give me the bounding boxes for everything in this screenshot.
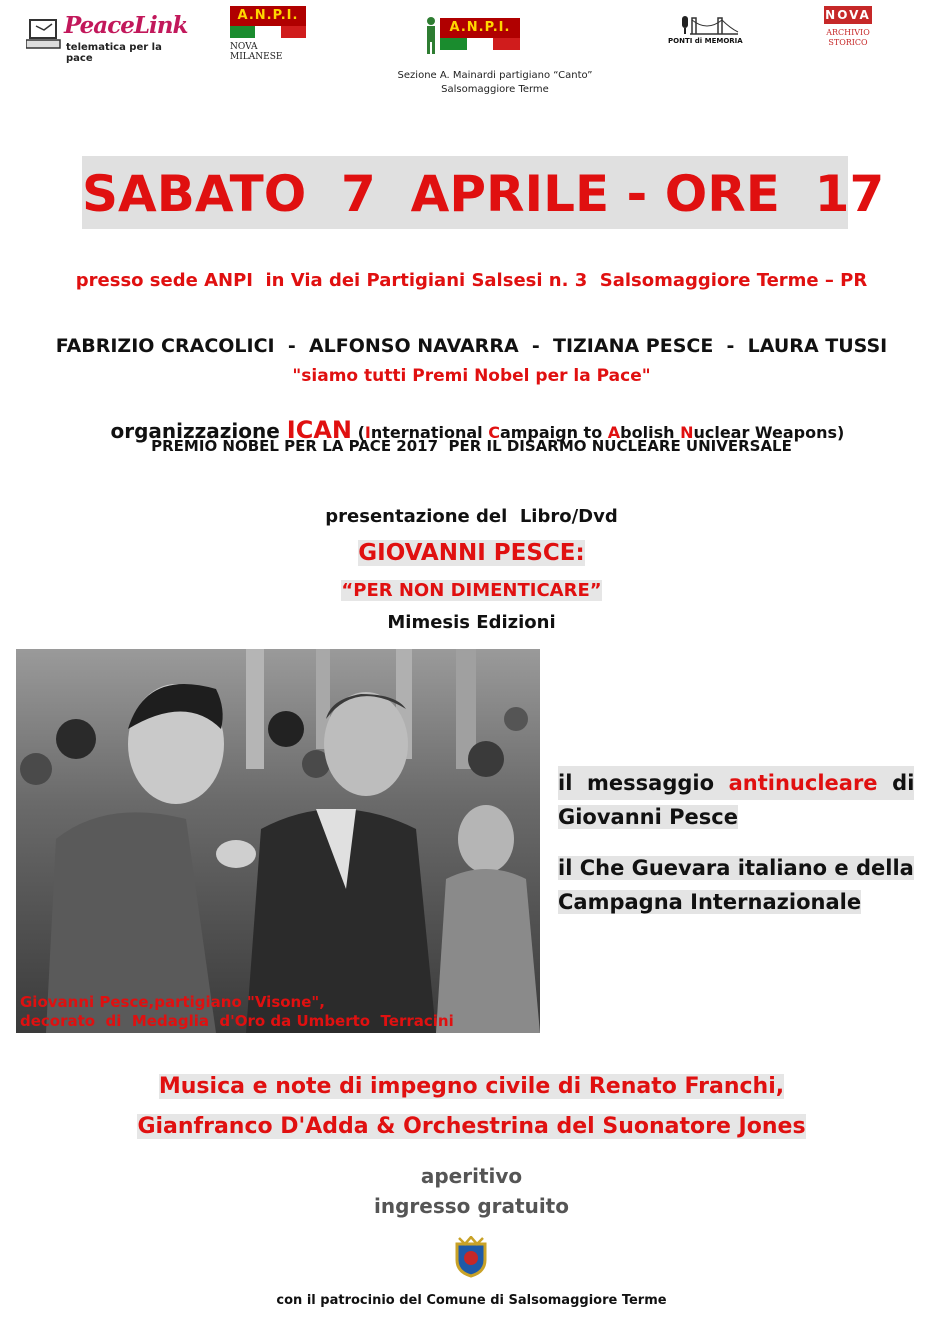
book-subtitle [0,580,943,601]
org-letter-a: A [607,423,621,442]
anpi-nova-milanese-logo [230,6,310,62]
aperitivo: aperitivo [420,1164,523,1188]
org-word-1: nternational [370,423,489,442]
music-line-2-text: Gianfranco D'Adda & Orchestrina del Suonatore Jones [137,1114,806,1139]
side-p1-c: di [877,771,915,795]
photo-caption-line-2: decorato di Medaglia d'Oro da Umberto Terracini [20,1012,454,1030]
speakers-quote: "siamo tutti Premi Nobel per la Pace" [292,366,651,386]
org-paren: ( [352,423,365,442]
anpi-left-subtitle: NOVA MILANESE [230,42,283,62]
anpi-center-subtitle-1: Sezione A. Mainardi partigiano “Canto” [397,70,593,81]
photo-illustration [16,649,540,1033]
anpi-salso-logo [424,16,524,56]
event-date-time: SABATO 7 APRILE - ORE 17 [82,165,885,223]
book-subtitle-text: “PER NON DIMENTICARE” [341,580,602,601]
nobel-line: PREMIO NOBEL PER LA PACE 2017 PER IL DISARMO NUCLEARE UNIVERSALE [151,437,792,455]
peacelink-name: PeaceLink [64,12,188,39]
anpi-left-name: A.N.P.I. [230,6,306,26]
nova-name: NOVA [825,8,871,22]
nova-sub-2: STORICO [828,38,868,47]
side-che-guevara [558,851,918,919]
ponti-name: PONTI di MEMORIA [668,37,743,45]
book-title [0,540,943,566]
photo-caption [20,993,454,1031]
side-p2-line2: Campagna Internazionale [558,890,862,914]
side-message [558,766,918,834]
side-p1-a: il messaggio [558,771,729,795]
org-letter-c: C [488,423,500,442]
music-line-2 [0,1114,943,1139]
patronage: con il patrocinio del Comune di Salsomaggiore Terme [276,1293,667,1308]
historic-photo [16,649,540,1033]
org-word-3: bolish [620,423,681,442]
speakers-names: FABRIZIO CRACOLICI - ALFONSO NAVARRA - TIZIANA PESCE - LAURA TUSSI [55,335,888,357]
coat-of-arms-icon [453,1236,489,1278]
nova-sub-1: ARCHIVIO [826,28,870,37]
side-p2-line1: il Che Guevara italiano e della [558,856,914,880]
anpi-center-subtitle-2: Salsomaggiore Terme [441,84,549,95]
partisan-figure-icon [424,16,438,54]
peacelink-subtitle: telematica per la pace [66,42,162,64]
peacelink-logo [26,12,188,64]
music-line-1-text: Musica e note di impegno civile di Renato Franchi, [158,1074,785,1099]
anpi-center-name: A.N.P.I. [440,18,520,38]
ponti-di-memoria-logo [668,14,748,48]
org-prefix: organizzazione [110,419,287,443]
org-word-2: ampaign to [499,423,608,442]
nova-archivio-logo [822,6,874,52]
music-line-1 [0,1074,943,1099]
ican-name: ICAN [286,416,352,444]
bridge-microphone-icon [678,14,740,36]
book-title-text: GIOVANNI PESCE: [358,540,585,566]
photo-caption-line-1: Giovanni Pesce,partigiano "Visone", [20,993,325,1011]
computer-dove-icon [26,18,62,52]
ingresso-gratuito: ingresso gratuito [374,1194,569,1218]
event-venue: presso sede ANPI in Via dei Partigiani Salsesi n. 3 Salsomaggiore Terme – PR [75,270,868,291]
book-intro: presentazione del Libro/Dvd [325,506,618,527]
side-antinucleare: antinucleare [728,771,878,795]
org-letter-n: N [680,423,694,442]
org-word-4: uclear Weapons) [693,423,845,442]
side-p1-line2: Giovanni Pesce [558,805,738,829]
org-letter-i: I [364,423,371,442]
book-publisher: Mimesis Edizioni [387,612,556,633]
